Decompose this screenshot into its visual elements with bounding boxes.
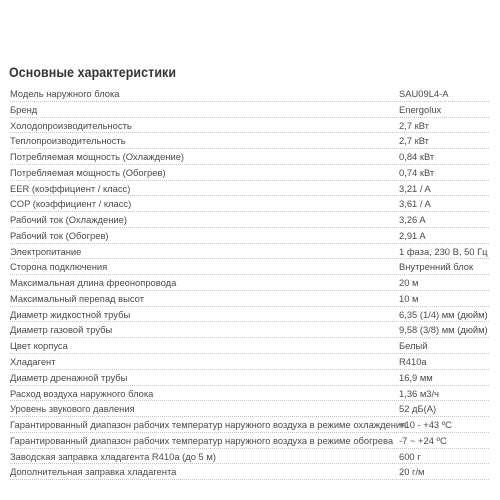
spec-value: 52 дБ(А) bbox=[399, 403, 437, 415]
spec-value: 6,35 (1/4) мм (дюйм) bbox=[399, 308, 488, 320]
spec-row bbox=[10, 102, 489, 118]
spec-label: Максимальная длина фреонопровода bbox=[10, 277, 177, 289]
spec-value: 3,61 / A bbox=[399, 198, 431, 210]
spec-value: 20 м bbox=[399, 277, 419, 289]
spec-row bbox=[10, 149, 489, 165]
spec-row bbox=[10, 259, 489, 275]
spec-row bbox=[10, 291, 489, 307]
spec-row bbox=[10, 118, 489, 134]
spec-row bbox=[10, 307, 489, 323]
spec-label: Бренд bbox=[10, 103, 38, 115]
spec-row bbox=[10, 386, 489, 402]
spec-value: 10 м bbox=[399, 292, 419, 304]
spec-row bbox=[10, 133, 489, 149]
spec-row bbox=[10, 244, 489, 260]
spec-row bbox=[10, 417, 489, 433]
spec-value: Внутренний блок bbox=[399, 261, 474, 273]
spec-label: Холодопроизводительность bbox=[10, 119, 132, 131]
section-title: Основные характеристики bbox=[9, 65, 177, 80]
spec-value: 3,21 / A bbox=[399, 182, 431, 194]
spec-row bbox=[10, 212, 489, 228]
spec-label: Рабочий ток (Обогрев) bbox=[10, 229, 109, 241]
spec-row bbox=[10, 401, 489, 417]
spec-table bbox=[10, 86, 489, 480]
spec-value: -7 ~ +24 ºС bbox=[399, 434, 447, 446]
spec-row bbox=[10, 86, 489, 102]
spec-value: Energolux bbox=[399, 103, 442, 115]
spec-value: 0,84 кВт bbox=[399, 151, 435, 163]
spec-row bbox=[10, 449, 489, 465]
spec-row bbox=[10, 370, 489, 386]
spec-row bbox=[10, 354, 489, 370]
spec-label: EER (коэффициент / класс) bbox=[10, 182, 131, 194]
spec-label: Заводская заправка хладагента R410a (до 5 м) bbox=[10, 450, 216, 462]
spec-value: R410a bbox=[399, 356, 427, 368]
spec-row bbox=[10, 322, 489, 338]
spec-label: Гарантированный диапазон рабочих температур наружного воздуха в режиме охлаждения bbox=[10, 419, 407, 431]
spec-row bbox=[10, 196, 489, 212]
spec-label: COP (коэффициент / класс) bbox=[10, 198, 132, 210]
spec-row bbox=[10, 181, 489, 197]
spec-row bbox=[10, 338, 489, 354]
spec-value: 2,91 A bbox=[399, 229, 426, 241]
spec-value: SAU09L4-A bbox=[399, 88, 449, 99]
spec-value: 16,9 мм bbox=[399, 371, 433, 383]
spec-label: Диаметр дренажной трубы bbox=[10, 371, 128, 383]
spec-label: Уровень звукового давления bbox=[10, 403, 135, 415]
spec-value: 600 г bbox=[399, 450, 421, 462]
spec-label: Хладагент bbox=[10, 356, 56, 368]
spec-label: Максимальный перепад высот bbox=[10, 292, 144, 304]
spec-label: Потребляемая мощность (Охлаждение) bbox=[10, 151, 185, 163]
spec-label: Рабочий ток (Охлаждение) bbox=[10, 214, 127, 226]
spec-label: Цвет корпуса bbox=[10, 340, 68, 352]
spec-row bbox=[10, 275, 489, 291]
spec-label: Модель наружного блока bbox=[10, 88, 120, 99]
spec-label: Расход воздуха наружного блока bbox=[10, 387, 154, 399]
spec-value: 2,7 кВт bbox=[399, 135, 429, 147]
spec-value: 3,26 A bbox=[399, 214, 426, 226]
spec-value: 1,36 м3/ч bbox=[399, 387, 439, 399]
spec-label: Теплопроизводительность bbox=[10, 135, 126, 147]
spec-label: Гарантированный диапазон рабочих температур наружного воздуха в режиме обогрева bbox=[10, 434, 394, 446]
spec-value: 1 фаза, 230 В, 50 Гц bbox=[399, 245, 488, 257]
spec-label: Диаметр газовой трубы bbox=[10, 324, 113, 336]
spec-value: Белый bbox=[399, 340, 428, 352]
spec-label: Электропитание bbox=[10, 245, 82, 257]
spec-row bbox=[10, 165, 489, 181]
spec-label: Потребляемая мощность (Обогрев) bbox=[10, 166, 166, 178]
spec-row bbox=[10, 464, 489, 480]
spec-value: 20 г/м bbox=[399, 466, 425, 478]
spec-value: 9,58 (3/8) мм (дюйм) bbox=[399, 324, 488, 336]
spec-label: Сторона подключения bbox=[10, 261, 108, 273]
spec-value: +10 - +43 ºС bbox=[399, 419, 452, 431]
spec-row bbox=[10, 433, 489, 449]
spec-label: Дополнительная заправка хладагента bbox=[10, 466, 177, 478]
spec-value: 2,7 кВт bbox=[399, 119, 429, 131]
spec-label: Диаметр жидкостной трубы bbox=[10, 308, 131, 320]
spec-row bbox=[10, 228, 489, 244]
spec-value: 0,74 кВт bbox=[399, 166, 435, 178]
